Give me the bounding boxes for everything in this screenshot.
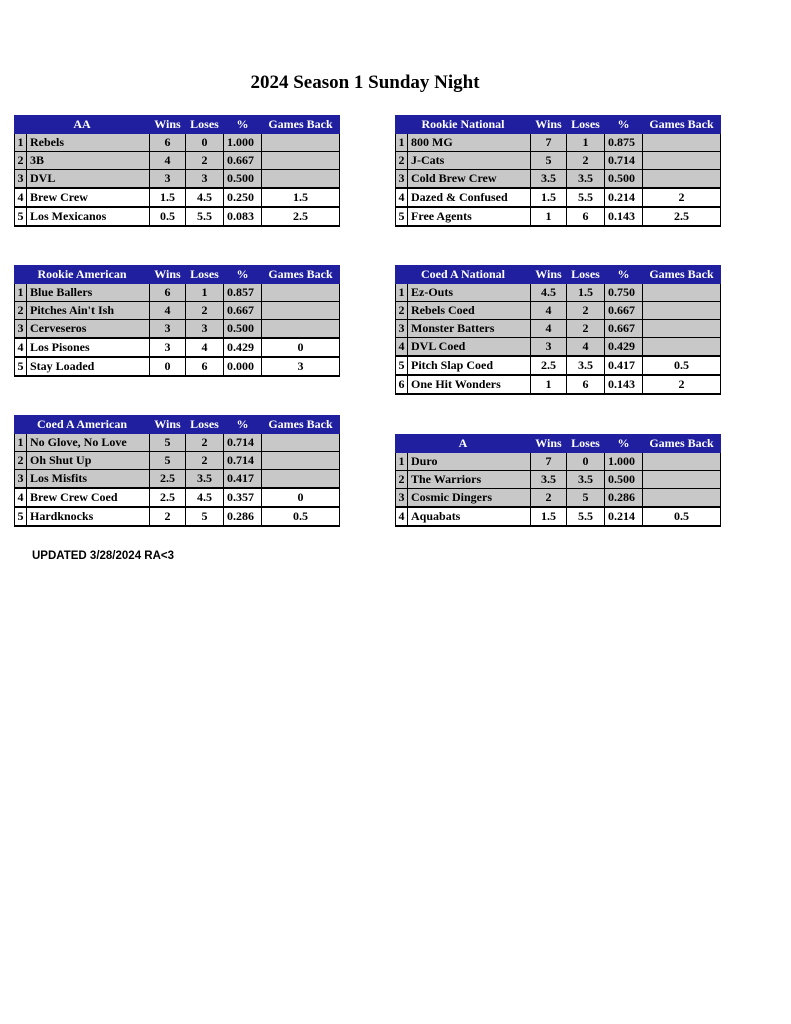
team-cell: Pitch Slap Coed bbox=[408, 356, 531, 375]
games-back-cell bbox=[643, 152, 721, 170]
column-header-pct: % bbox=[224, 266, 262, 284]
percent-cell: 0.286 bbox=[224, 507, 262, 526]
games-back-cell: 1.5 bbox=[262, 188, 340, 207]
games-back-cell bbox=[643, 471, 721, 489]
table-header-row bbox=[396, 116, 721, 134]
loses-cell: 6 bbox=[567, 207, 605, 226]
standings-table-coed-a-american bbox=[14, 415, 340, 527]
loses-cell: 6 bbox=[186, 357, 224, 376]
wins-cell: 2 bbox=[150, 507, 186, 526]
percent-cell: 0.143 bbox=[605, 207, 643, 226]
loses-cell: 6 bbox=[567, 375, 605, 394]
rank-cell: 4 bbox=[15, 338, 27, 357]
table-row bbox=[15, 470, 340, 489]
loses-cell: 3 bbox=[186, 320, 224, 339]
table-row bbox=[396, 507, 721, 526]
percent-cell: 0.214 bbox=[605, 507, 643, 526]
team-cell: Duro bbox=[408, 453, 531, 471]
table-row bbox=[396, 188, 721, 207]
column-header-pct: % bbox=[224, 116, 262, 134]
standings-table-rookie-american bbox=[14, 265, 340, 377]
percent-cell: 0.429 bbox=[224, 338, 262, 357]
games-back-cell: 2 bbox=[643, 188, 721, 207]
wins-cell: 7 bbox=[531, 134, 567, 152]
loses-cell: 2 bbox=[186, 452, 224, 470]
table-row bbox=[15, 507, 340, 526]
wins-cell: 3 bbox=[150, 320, 186, 339]
column-header-pct: % bbox=[605, 435, 643, 453]
percent-cell: 1.000 bbox=[224, 134, 262, 152]
rank-cell: 1 bbox=[15, 434, 27, 452]
team-cell: One Hit Wonders bbox=[408, 375, 531, 394]
loses-cell: 2 bbox=[186, 152, 224, 170]
games-back-cell bbox=[643, 320, 721, 338]
loses-cell: 2 bbox=[186, 434, 224, 452]
column-header-loses: Loses bbox=[567, 435, 605, 453]
percent-cell: 0.250 bbox=[224, 188, 262, 207]
table-row bbox=[396, 302, 721, 320]
percent-cell: 0.429 bbox=[605, 338, 643, 357]
table-row bbox=[15, 452, 340, 470]
games-back-cell bbox=[643, 453, 721, 471]
table-row bbox=[15, 284, 340, 302]
percent-cell: 0.714 bbox=[605, 152, 643, 170]
table-row bbox=[396, 356, 721, 375]
games-back-cell: 0.5 bbox=[262, 507, 340, 526]
team-cell: DVL bbox=[27, 170, 150, 189]
table-row bbox=[15, 152, 340, 170]
wins-cell: 3.5 bbox=[531, 471, 567, 489]
loses-cell: 4 bbox=[567, 338, 605, 357]
rank-cell: 1 bbox=[396, 453, 408, 471]
table-row bbox=[396, 471, 721, 489]
games-back-cell bbox=[643, 284, 721, 302]
rank-cell: 4 bbox=[396, 507, 408, 526]
table-row bbox=[396, 453, 721, 471]
rank-cell: 1 bbox=[396, 134, 408, 152]
loses-cell: 4.5 bbox=[186, 488, 224, 507]
column-header-pct: % bbox=[605, 266, 643, 284]
column-header-loses: Loses bbox=[186, 266, 224, 284]
standings-table-a bbox=[395, 434, 721, 527]
team-cell: Pitches Ain't Ish bbox=[27, 302, 150, 320]
games-back-cell bbox=[262, 134, 340, 152]
wins-cell: 1.5 bbox=[531, 188, 567, 207]
team-cell: Los Misfits bbox=[27, 470, 150, 489]
team-cell: Aquabats bbox=[408, 507, 531, 526]
column-header-wins: Wins bbox=[531, 266, 567, 284]
team-cell: Oh Shut Up bbox=[27, 452, 150, 470]
rank-cell: 3 bbox=[396, 489, 408, 508]
column-header-wins: Wins bbox=[531, 435, 567, 453]
loses-cell: 0 bbox=[567, 453, 605, 471]
column-header-loses: Loses bbox=[186, 116, 224, 134]
rank-cell: 5 bbox=[15, 207, 27, 226]
wins-cell: 2.5 bbox=[531, 356, 567, 375]
team-cell: Cold Brew Crew bbox=[408, 170, 531, 189]
games-back-cell bbox=[262, 302, 340, 320]
loses-cell: 3.5 bbox=[567, 356, 605, 375]
team-cell: The Warriors bbox=[408, 471, 531, 489]
percent-cell: 0.143 bbox=[605, 375, 643, 394]
percent-cell: 0.857 bbox=[224, 284, 262, 302]
rank-cell: 1 bbox=[15, 134, 27, 152]
wins-cell: 1.5 bbox=[531, 507, 567, 526]
wins-cell: 5 bbox=[531, 152, 567, 170]
rank-cell: 5 bbox=[15, 507, 27, 526]
team-cell: Los Mexicanos bbox=[27, 207, 150, 226]
wins-cell: 1 bbox=[531, 207, 567, 226]
rank-cell: 5 bbox=[396, 356, 408, 375]
games-back-cell: 2.5 bbox=[643, 207, 721, 226]
column-header-games-back: Games Back bbox=[262, 266, 340, 284]
games-back-cell: 0 bbox=[262, 338, 340, 357]
loses-cell: 1.5 bbox=[567, 284, 605, 302]
games-back-cell bbox=[262, 470, 340, 489]
team-cell: Rebels bbox=[27, 134, 150, 152]
percent-cell: 0.500 bbox=[605, 471, 643, 489]
team-cell: Cerveseros bbox=[27, 320, 150, 339]
wins-cell: 6 bbox=[150, 134, 186, 152]
rank-cell: 2 bbox=[15, 302, 27, 320]
games-back-cell bbox=[643, 170, 721, 189]
table-header-row bbox=[15, 116, 340, 134]
division-name: Rookie National bbox=[396, 116, 531, 134]
team-cell: 3B bbox=[27, 152, 150, 170]
games-back-cell bbox=[643, 302, 721, 320]
percent-cell: 0.500 bbox=[224, 320, 262, 339]
team-cell: Hardknocks bbox=[27, 507, 150, 526]
rank-cell: 3 bbox=[15, 170, 27, 189]
wins-cell: 4 bbox=[531, 302, 567, 320]
table-row bbox=[15, 302, 340, 320]
percent-cell: 1.000 bbox=[605, 453, 643, 471]
loses-cell: 0 bbox=[186, 134, 224, 152]
table-row bbox=[396, 284, 721, 302]
wins-cell: 3 bbox=[150, 338, 186, 357]
division-name: A bbox=[396, 435, 531, 453]
games-back-cell bbox=[262, 152, 340, 170]
percent-cell: 0.667 bbox=[224, 302, 262, 320]
table-row bbox=[396, 320, 721, 338]
loses-cell: 1 bbox=[186, 284, 224, 302]
team-cell: Rebels Coed bbox=[408, 302, 531, 320]
games-back-cell bbox=[262, 320, 340, 339]
loses-cell: 1 bbox=[567, 134, 605, 152]
rank-cell: 2 bbox=[15, 452, 27, 470]
table-row bbox=[15, 207, 340, 226]
games-back-cell bbox=[262, 452, 340, 470]
wins-cell: 4.5 bbox=[531, 284, 567, 302]
team-cell: Stay Loaded bbox=[27, 357, 150, 376]
rank-cell: 3 bbox=[396, 170, 408, 189]
loses-cell: 4 bbox=[186, 338, 224, 357]
loses-cell: 3.5 bbox=[567, 170, 605, 189]
rank-cell: 4 bbox=[15, 188, 27, 207]
wins-cell: 5 bbox=[150, 452, 186, 470]
loses-cell: 5.5 bbox=[567, 507, 605, 526]
wins-cell: 4 bbox=[150, 152, 186, 170]
standings-table-coed-a-national bbox=[395, 265, 721, 395]
rank-cell: 2 bbox=[396, 152, 408, 170]
games-back-cell: 0 bbox=[262, 488, 340, 507]
standings-table-rookie-national bbox=[395, 115, 721, 227]
rank-cell: 4 bbox=[396, 188, 408, 207]
games-back-cell: 0.5 bbox=[643, 507, 721, 526]
column-header-games-back: Games Back bbox=[262, 116, 340, 134]
wins-cell: 3 bbox=[531, 338, 567, 357]
table-row bbox=[15, 357, 340, 376]
rank-cell: 5 bbox=[396, 207, 408, 226]
wins-cell: 1.5 bbox=[150, 188, 186, 207]
loses-cell: 5 bbox=[186, 507, 224, 526]
loses-cell: 5.5 bbox=[186, 207, 224, 226]
table-header-row bbox=[15, 416, 340, 434]
table-row bbox=[15, 488, 340, 507]
loses-cell: 2 bbox=[567, 152, 605, 170]
percent-cell: 0.417 bbox=[224, 470, 262, 489]
percent-cell: 0.667 bbox=[605, 302, 643, 320]
rank-cell: 3 bbox=[15, 320, 27, 339]
division-name: Coed A National bbox=[396, 266, 531, 284]
table-row bbox=[396, 338, 721, 357]
column-header-loses: Loses bbox=[567, 266, 605, 284]
table-row bbox=[396, 170, 721, 189]
loses-cell: 3.5 bbox=[186, 470, 224, 489]
loses-cell: 5.5 bbox=[567, 188, 605, 207]
rank-cell: 2 bbox=[396, 471, 408, 489]
team-cell: Free Agents bbox=[408, 207, 531, 226]
team-cell: Los Pisones bbox=[27, 338, 150, 357]
games-back-cell bbox=[643, 489, 721, 508]
column-header-wins: Wins bbox=[150, 416, 186, 434]
column-header-wins: Wins bbox=[150, 266, 186, 284]
loses-cell: 2 bbox=[186, 302, 224, 320]
column-header-wins: Wins bbox=[150, 116, 186, 134]
table-row bbox=[15, 170, 340, 189]
percent-cell: 0.667 bbox=[605, 320, 643, 338]
loses-cell: 3 bbox=[186, 170, 224, 189]
wins-cell: 5 bbox=[150, 434, 186, 452]
rank-cell: 4 bbox=[15, 488, 27, 507]
wins-cell: 2.5 bbox=[150, 470, 186, 489]
percent-cell: 0.714 bbox=[224, 452, 262, 470]
percent-cell: 0.750 bbox=[605, 284, 643, 302]
wins-cell: 2 bbox=[531, 489, 567, 508]
team-cell: DVL Coed bbox=[408, 338, 531, 357]
team-cell: Dazed & Confused bbox=[408, 188, 531, 207]
rank-cell: 5 bbox=[15, 357, 27, 376]
percent-cell: 0.000 bbox=[224, 357, 262, 376]
wins-cell: 7 bbox=[531, 453, 567, 471]
table-row bbox=[396, 152, 721, 170]
rank-cell: 3 bbox=[396, 320, 408, 338]
wins-cell: 6 bbox=[150, 284, 186, 302]
column-header-wins: Wins bbox=[531, 116, 567, 134]
games-back-cell bbox=[262, 434, 340, 452]
column-header-loses: Loses bbox=[186, 416, 224, 434]
wins-cell: 3 bbox=[150, 170, 186, 189]
percent-cell: 0.286 bbox=[605, 489, 643, 508]
wins-cell: 4 bbox=[150, 302, 186, 320]
table-header-row bbox=[396, 266, 721, 284]
rank-cell: 6 bbox=[396, 375, 408, 394]
team-cell: Cosmic Dingers bbox=[408, 489, 531, 508]
games-back-cell: 0.5 bbox=[643, 356, 721, 375]
table-row bbox=[15, 338, 340, 357]
percent-cell: 0.667 bbox=[224, 152, 262, 170]
games-back-cell bbox=[643, 134, 721, 152]
table-row bbox=[396, 207, 721, 226]
column-header-games-back: Games Back bbox=[262, 416, 340, 434]
table-header-row bbox=[15, 266, 340, 284]
standings-table-aa bbox=[14, 115, 340, 227]
table-row bbox=[15, 434, 340, 452]
table-row bbox=[15, 188, 340, 207]
loses-cell: 2 bbox=[567, 302, 605, 320]
column-header-pct: % bbox=[605, 116, 643, 134]
games-back-cell: 3 bbox=[262, 357, 340, 376]
wins-cell: 3.5 bbox=[531, 170, 567, 189]
wins-cell: 0 bbox=[150, 357, 186, 376]
rank-cell: 2 bbox=[396, 302, 408, 320]
team-cell: Blue Ballers bbox=[27, 284, 150, 302]
games-back-cell bbox=[643, 338, 721, 357]
games-back-cell bbox=[262, 170, 340, 189]
rank-cell: 1 bbox=[396, 284, 408, 302]
column-header-pct: % bbox=[224, 416, 262, 434]
percent-cell: 0.083 bbox=[224, 207, 262, 226]
team-cell: Brew Crew Coed bbox=[27, 488, 150, 507]
table-header-row bbox=[396, 435, 721, 453]
page-title bbox=[0, 72, 730, 94]
percent-cell: 0.214 bbox=[605, 188, 643, 207]
table-row bbox=[15, 320, 340, 339]
column-header-games-back: Games Back bbox=[643, 116, 721, 134]
division-name: AA bbox=[15, 116, 150, 134]
table-row bbox=[396, 134, 721, 152]
rank-cell: 2 bbox=[15, 152, 27, 170]
loses-cell: 2 bbox=[567, 320, 605, 338]
team-cell: Brew Crew bbox=[27, 188, 150, 207]
wins-cell: 1 bbox=[531, 375, 567, 394]
percent-cell: 0.500 bbox=[605, 170, 643, 189]
loses-cell: 4.5 bbox=[186, 188, 224, 207]
team-cell: Ez-Outs bbox=[408, 284, 531, 302]
table-row bbox=[396, 489, 721, 508]
page-title-text: 2024 Season 1 Sunday Night bbox=[250, 72, 480, 93]
team-cell: No Glove, No Love bbox=[27, 434, 150, 452]
percent-cell: 0.357 bbox=[224, 488, 262, 507]
rank-cell: 4 bbox=[396, 338, 408, 357]
games-back-cell: 2.5 bbox=[262, 207, 340, 226]
team-cell: 800 MG bbox=[408, 134, 531, 152]
loses-cell: 3.5 bbox=[567, 471, 605, 489]
rank-cell: 1 bbox=[15, 284, 27, 302]
table-row bbox=[15, 134, 340, 152]
percent-cell: 0.417 bbox=[605, 356, 643, 375]
rank-cell: 3 bbox=[15, 470, 27, 489]
wins-cell: 2.5 bbox=[150, 488, 186, 507]
wins-cell: 4 bbox=[531, 320, 567, 338]
games-back-cell bbox=[262, 284, 340, 302]
division-name: Coed A American bbox=[15, 416, 150, 434]
division-name: Rookie American bbox=[15, 266, 150, 284]
table-row bbox=[396, 375, 721, 394]
percent-cell: 0.714 bbox=[224, 434, 262, 452]
column-header-games-back: Games Back bbox=[643, 266, 721, 284]
games-back-cell: 2 bbox=[643, 375, 721, 394]
updated-note: UPDATED 3/28/2024 RA<3 bbox=[32, 550, 175, 562]
wins-cell: 0.5 bbox=[150, 207, 186, 226]
loses-cell: 5 bbox=[567, 489, 605, 508]
column-header-games-back: Games Back bbox=[643, 435, 721, 453]
percent-cell: 0.875 bbox=[605, 134, 643, 152]
team-cell: Monster Batters bbox=[408, 320, 531, 338]
column-header-loses: Loses bbox=[567, 116, 605, 134]
percent-cell: 0.500 bbox=[224, 170, 262, 189]
team-cell: J-Cats bbox=[408, 152, 531, 170]
